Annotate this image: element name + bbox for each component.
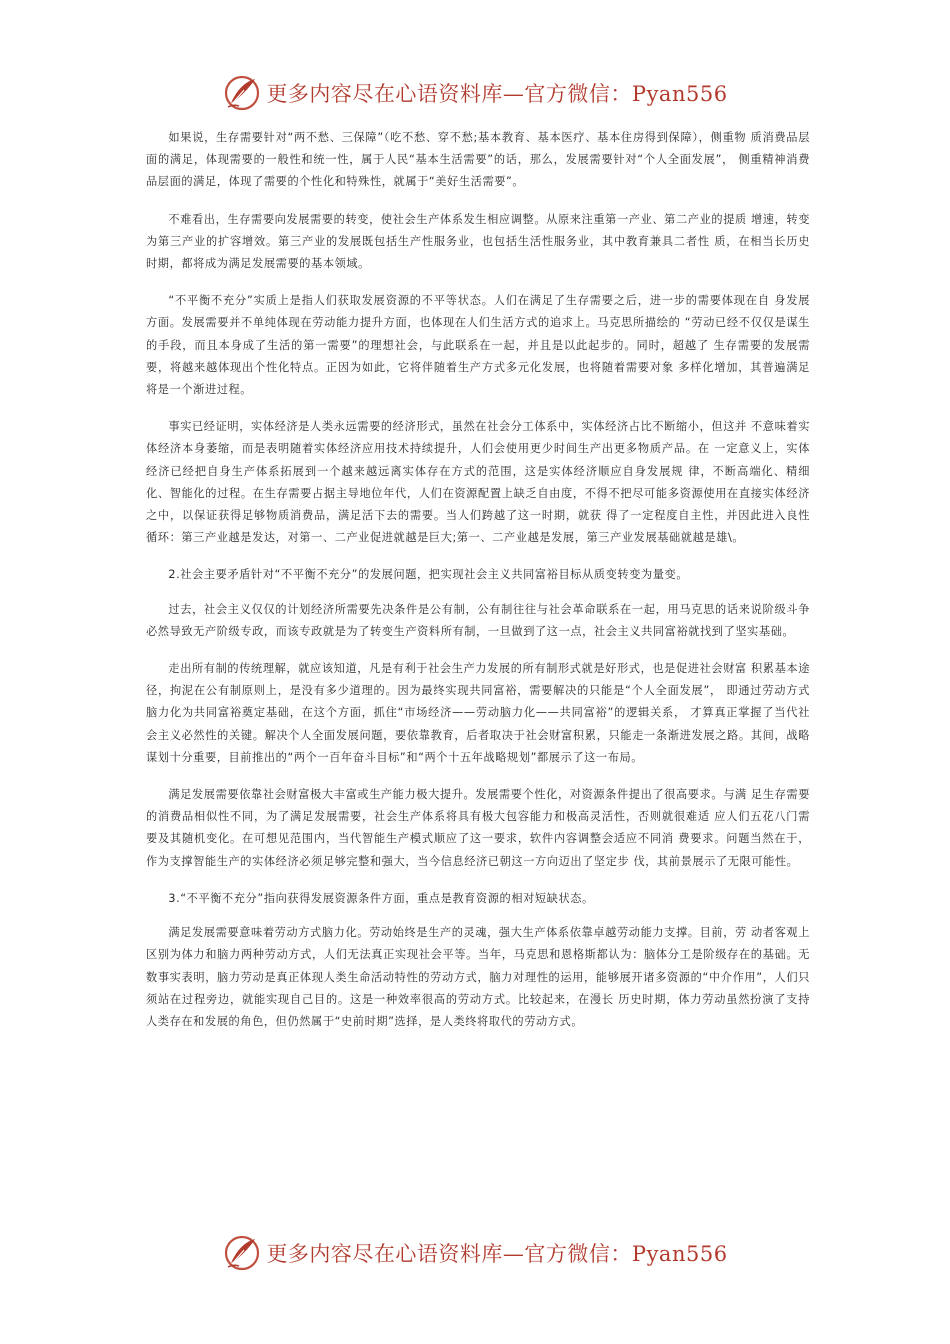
- pen-logo-icon: [222, 1233, 262, 1273]
- section-heading-3: 3.“不平衡不充分”指向获得发展资源条件方面，重点是教育资源的相对短缺状态。: [168, 891, 594, 905]
- paragraph-8: 满足发展需要意味着劳动方式脑力化。劳动始终是生产的灵魂，强大生产体系依靠卓越劳动能力支撑。目前，劳 动者客观上区别为体力和脑力两种劳动方式，人们无法真正实现社会平等。当年，马克思和恩格斯都认为：脑体分工是阶级存在的基础。无数事实表明，脑力劳动是真正体现人类生命活动特性的劳动方式，脑力对理性的运用，能够展开诸多资源的“中介作用”，人们只须站在过程旁边，就能实现自己目的。这是一种效率很高的劳动方式。比较起来，在漫长 历史时期，体力劳动虽然扮演了支持人类存在和发展的角色，但仍然属于“史前时期”选择，是人类终将取代的劳动方式。: [146, 926, 810, 1028]
- paragraph-7: 满足发展需要依靠社会财富极大丰富或生产能力极大提升。发展需要个性化，对资源条件提出了很高要求。与满 足生存需要的消费品相似性不同，为了满足发展需要，社会生产体系将具有极大包容能力和极高灵活性，否则就很难适 应人们五花八门需要及其随机变化。在可想见范围内，当代智能生产模式顺应了这一要求，软件内容调整会适应不同消 费要求。问题当然在于，作为支撑智能生产的实体经济必须足够完整和强大，当今信息经济已朝这一方向迈出了坚定步 伐，其前景展示了无限可能性。: [146, 788, 810, 868]
- header-banner: [0, 73, 950, 113]
- article-body: [146, 127, 810, 1048]
- paragraph-6: 走出所有制的传统理解，就应该知道，凡是有利于社会生产力发展的所有制形式就是好形式，也是促进社会财富 积累基本途径，拘泥在公有制原则上，是没有多少道理的。因为最终实现共同富裕，需要解决的只能是“个人全面发展”， 即通过劳动方式脑力化为共同富裕奠定基础，在这个方面，抓住“市场经济——劳动脑力化——共同富裕”的逻辑关系， 才算真正掌握了当代社会主义必然性的关键。解决个人全面发展问题，要依靠教育，后者取决于社会财富积累，只能走一条渐进发展之路。其间，战略谋划十分重要，目前推出的“两个一百年奋斗目标”和“两个十五年战略规划”都展示了这一布局。: [146, 662, 810, 764]
- paragraph-1: 如果说，生存需要针对“两不愁、三保障”（吃不愁、穿不愁;基本教育、基本医疗、基本住房得到保障），侧重物 质消费品层面的满足，体现需要的一般性和统一性，属于人民“基本生活需要”的话，那么，发展需要针对“个人全面发展”， 侧重精神消费品层面的满足，体现了需要的个性化和特殊性，就属于“美好生活需要”。: [146, 131, 810, 189]
- footer-banner: [0, 1233, 950, 1273]
- section-heading-2: 2.社会主要矛盾针对“不平衡不充分”的发展问题，把实现社会主义共同富裕目标从质变转变为量变。: [168, 568, 689, 582]
- paragraph-5: 过去，社会主义仅仅的计划经济所需要先决条件是公有制，公有制往往与社会革命联系在一起，用马克思的话来说阶级斗争必然导致无产阶级专政，而该专政就是为了转变生产资料所有制，一旦做到了这一点，社会主义共同富裕就找到了坚实基础。: [146, 602, 810, 638]
- paragraph-2: 不难看出，生存需要向发展需要的转变，使社会生产体系发生相应调整。从原来注重第一产业、第二产业的提质 增速，转变为第三产业的扩容增效。第三产业的发展既包括生产性服务业，也包括生活性服务业，其中教育兼具二者性 质，在相当长历史时期，都将成为满足发展需要的基本领域。: [146, 212, 810, 271]
- paragraph-4: 事实已经证明，实体经济是人类永远需要的经济形式，虽然在社会分工体系中，实体经济占比不断缩小，但这并 不意味着实体经济本身萎缩，而是表明随着实体经济应用技术持续提升，人们会使用更少时间生产出更多物质产品。在 一定意义上，实体经济已经把自身生产体系拓展到一个越来越远离实体存在方式的范围，这是实体经济顺应自身发展规 律，不断高端化、精细化、智能化的过程。在生存需要占据主导地位年代，人们在资源配置上缺乏自由度，不得不把尽可能多资源使用在直接实体经济之中，以保证获得足够物质消费品，满足活下去的需要。当人们跨越了这一时期，就获 得了一定程度自主性，并因此进入良性循环：第三产业越是发达，对第一、二产业促进就越是巨大;第一、二产业越是发展，第三产业发展基础就越是雄\。: [146, 420, 810, 545]
- pen-logo-icon: [222, 73, 262, 113]
- paragraph-3: “不平衡不充分”实质上是指人们获取发展资源的不平等状态。人们在满足了生存需要之后，进一步的需要体现在自 身发展方面。发展需要并不单纯体现在劳动能力提升方面，也体现在人们生活方式的追求上。马克思所描绘的 “劳动已经不仅仅是谋生的手段，而且本身成了生活的第一需要”的理想社会，与此联系在一起，并且是以此起步的。同时，超越了 生存需要的发展需要，将越来越体现出个性化特点。正因为如此，它将伴随着生产方式多元化发展，也将随着需要对象 多样化增加，其普遍满足将是一个渐进过程。: [146, 294, 810, 397]
- footer-banner-text: 更多内容尽在心语资料库—官方微信：Pyan556: [266, 1242, 728, 1266]
- header-banner-text: 更多内容尽在心语资料库—官方微信：Pyan556: [266, 82, 728, 106]
